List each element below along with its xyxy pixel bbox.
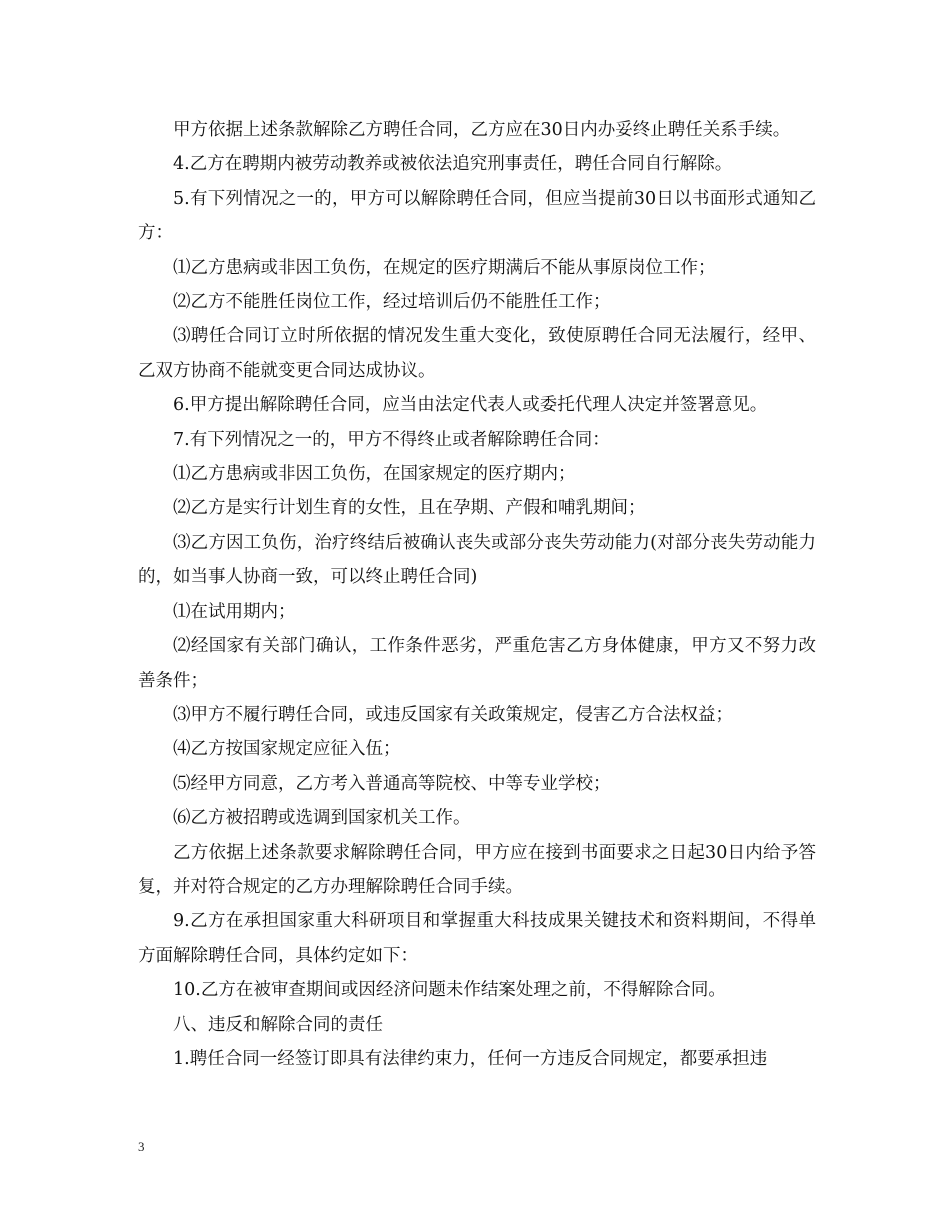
- paragraph: 甲方依据上述条款解除乙方聘任合同，乙方应在30日内办妥终止聘任关系手续。: [173, 120, 791, 140]
- paragraph: ⑵乙方是实行计划生育的女性，且在孕期、产假和哺乳期间；: [173, 498, 646, 519]
- paragraph: 4.乙方在聘期内被劳动教养或被依法追究刑事责任，聘任合同自行解除。: [173, 154, 733, 175]
- paragraph: 乙方依据上述条款要求解除聘任合同，甲方应在接到书面要求之日起30日内给予答复，并对符合规定的乙方办理解除聘任合同手续。: [138, 842, 816, 897]
- page-number: 3: [138, 1139, 145, 1154]
- paragraph: 5.有下列情况之一的，甲方可以解除聘任合同，但应当提前30日以书面形式通知乙方：: [138, 188, 816, 244]
- paragraph: ⑶乙方因工负伤，治疗终结后被确认丧失或部分丧失劳动能力(对部分丧失劳动能力的，如当事人协商一致，可以终止聘任合同): [138, 532, 816, 588]
- paragraph: ⑵乙方不能胜任岗位工作，经过培训后仍不能胜任工作；: [173, 292, 611, 313]
- paragraph: 1.聘任合同一经签订即具有法律约束力，任何一方违反合同规定，都要承担违: [173, 1048, 768, 1069]
- paragraph: ⑴乙方患病或非因工负伤，在规定的医疗期满后不能从事原岗位工作；: [173, 257, 716, 278]
- paragraph: 7.有下列情况之一的，甲方不得终止或者解除聘任合同：: [173, 429, 610, 450]
- paragraph: ⑴在试用期内；: [173, 601, 296, 622]
- paragraph: ⑷乙方按国家规定应征入伍；: [173, 739, 401, 760]
- paragraph: 10.乙方在被审查期间或因经济问题未作结案处理之前，不得解除合同。: [173, 980, 726, 1001]
- paragraph: ⑴乙方患病或非因工负伤，在国家规定的医疗期内；: [173, 464, 576, 485]
- paragraph: ⑶甲方不履行聘任合同，或违反国家有关政策规定，侵害乙方合法权益；: [173, 704, 733, 725]
- section-heading: 八、违反和解除合同的责任: [173, 1014, 383, 1035]
- paragraph: 6.甲方提出解除聘任合同，应当由法定代表人或委托代理人决定并签署意见。: [173, 395, 768, 416]
- paragraph: ⑹乙方被招聘或选调到国家机关工作。: [173, 808, 471, 829]
- document-body: [138, 113, 816, 1076]
- paragraph: ⑵经国家有关部门确认，工作条件恶劣，严重危害乙方身体健康，甲方又不努力改善条件；: [138, 636, 816, 691]
- paragraph: 9.乙方在承担国家重大科研项目和掌握重大科技成果关键技术和资料期间，不得单方面解除聘任合同，具体约定如下：: [138, 911, 816, 966]
- paragraph: ⑶聘任合同订立时所依据的情况发生重大变化，致使原聘任合同无法履行，经甲、乙双方协商不能就变更合同达成协议。: [138, 326, 816, 381]
- paragraph: ⑸经甲方同意，乙方考入普通高等院校、中等专业学校；: [173, 773, 611, 794]
